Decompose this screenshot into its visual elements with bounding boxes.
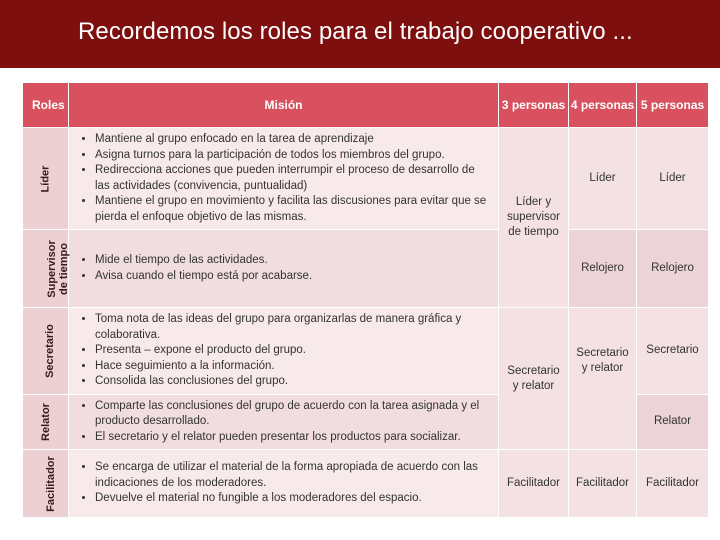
cell-5p-supervisor: Relojero <box>637 230 709 308</box>
list-item: • Presenta – expone el producto del grupo. <box>95 343 490 359</box>
mision-list <box>75 132 490 225</box>
list-item: • Hace seguimiento a la información. <box>95 359 490 375</box>
role-cell-lider <box>23 128 69 230</box>
role-cell-secretario <box>23 308 69 395</box>
table-row-secretario <box>23 308 709 395</box>
role-label: Secretario <box>43 323 56 378</box>
cell-5p-lider: Líder <box>637 128 709 230</box>
header-5-personas: 5 personas <box>637 83 709 128</box>
role-label: Líder <box>39 165 52 192</box>
mision-list <box>75 460 490 507</box>
cell-5p-relator: Relator <box>637 394 709 450</box>
cell-3p-facilitador: Facilitador <box>499 450 569 518</box>
table-row-lider <box>23 128 709 230</box>
list-item: • Comparte las conclusiones del grupo de acuerdo con la tarea asignada y el producto desarrollado. <box>95 399 490 430</box>
mision-list <box>75 399 490 446</box>
list-item: • Mide el tiempo de las actividades. <box>95 253 490 269</box>
cell-4p-supervisor: Relojero <box>569 230 637 308</box>
mision-list <box>75 253 490 284</box>
cell-3p-secretario-relator: Secretario y relator <box>499 308 569 450</box>
mision-cell-relator <box>69 394 499 450</box>
list-item: • Redirecciona acciones que pueden interrumpir el proceso de desarrollo de las actividades (convivencia, puntualidad) <box>95 163 490 194</box>
list-item: • Devuelve el material no fungible a los moderadores del espacio. <box>95 491 490 507</box>
header-mision: Misión <box>69 83 499 128</box>
header-row <box>23 83 709 128</box>
list-item: • Asigna turnos para la participación de todos los miembros del grupo. <box>95 148 490 164</box>
list-item: • El secretario y el relator pueden presentar los productos para socializar. <box>95 430 490 446</box>
mision-cell-facilitador <box>69 450 499 518</box>
title-bar <box>0 0 720 68</box>
mision-cell-supervisor <box>69 230 499 308</box>
role-label: Facilitador <box>44 455 57 512</box>
cell-3p-lider-supervisor: Líder y supervisor de tiempo <box>499 128 569 308</box>
table-row-facilitador <box>23 450 709 518</box>
roles-table <box>22 82 709 518</box>
slide-title: Recordemos los roles para el trabajo cooperativo ... <box>78 18 633 45</box>
cell-4p-secretario-relator: Secretario y relator <box>569 308 637 450</box>
list-item: • Mantiene al grupo enfocado en la tarea de aprendizaje <box>95 132 490 148</box>
list-item: • Se encarga de utilizar el material de la forma apropiada de acuerdo con las indicaciones de los moderadores. <box>95 460 490 491</box>
header-4-personas: 4 personas <box>569 83 637 128</box>
role-cell-relator <box>23 394 69 450</box>
header-3-personas: 3 personas <box>499 83 569 128</box>
cell-5p-facilitador: Facilitador <box>637 450 709 518</box>
mision-cell-lider <box>69 128 499 230</box>
role-label: Relator <box>39 402 52 441</box>
role-cell-supervisor <box>23 230 69 308</box>
list-item: • Consolida las conclusiones del grupo. <box>95 374 490 390</box>
mision-list <box>75 312 490 390</box>
list-item: • Mantiene el grupo en movimiento y facilita las discusiones para evitar que se pierda el enfoque objetivo de las mismas. <box>95 194 490 225</box>
header-roles: Roles <box>23 83 69 128</box>
list-item: • Avisa cuando el tiempo está por acabarse. <box>95 269 490 285</box>
cell-4p-facilitador: Facilitador <box>569 450 637 518</box>
mision-cell-secretario <box>69 308 499 395</box>
cell-4p-lider: Líder <box>569 128 637 230</box>
role-cell-facilitador <box>23 450 69 518</box>
list-item: • Toma nota de las ideas del grupo para organizarlas de manera gráfica y colaborativa. <box>95 312 490 343</box>
cell-5p-secretario: Secretario <box>637 308 709 395</box>
table-row-supervisor <box>23 230 709 308</box>
roles-table-container <box>22 82 708 510</box>
role-label: Supervisor de tiempo <box>46 239 70 298</box>
